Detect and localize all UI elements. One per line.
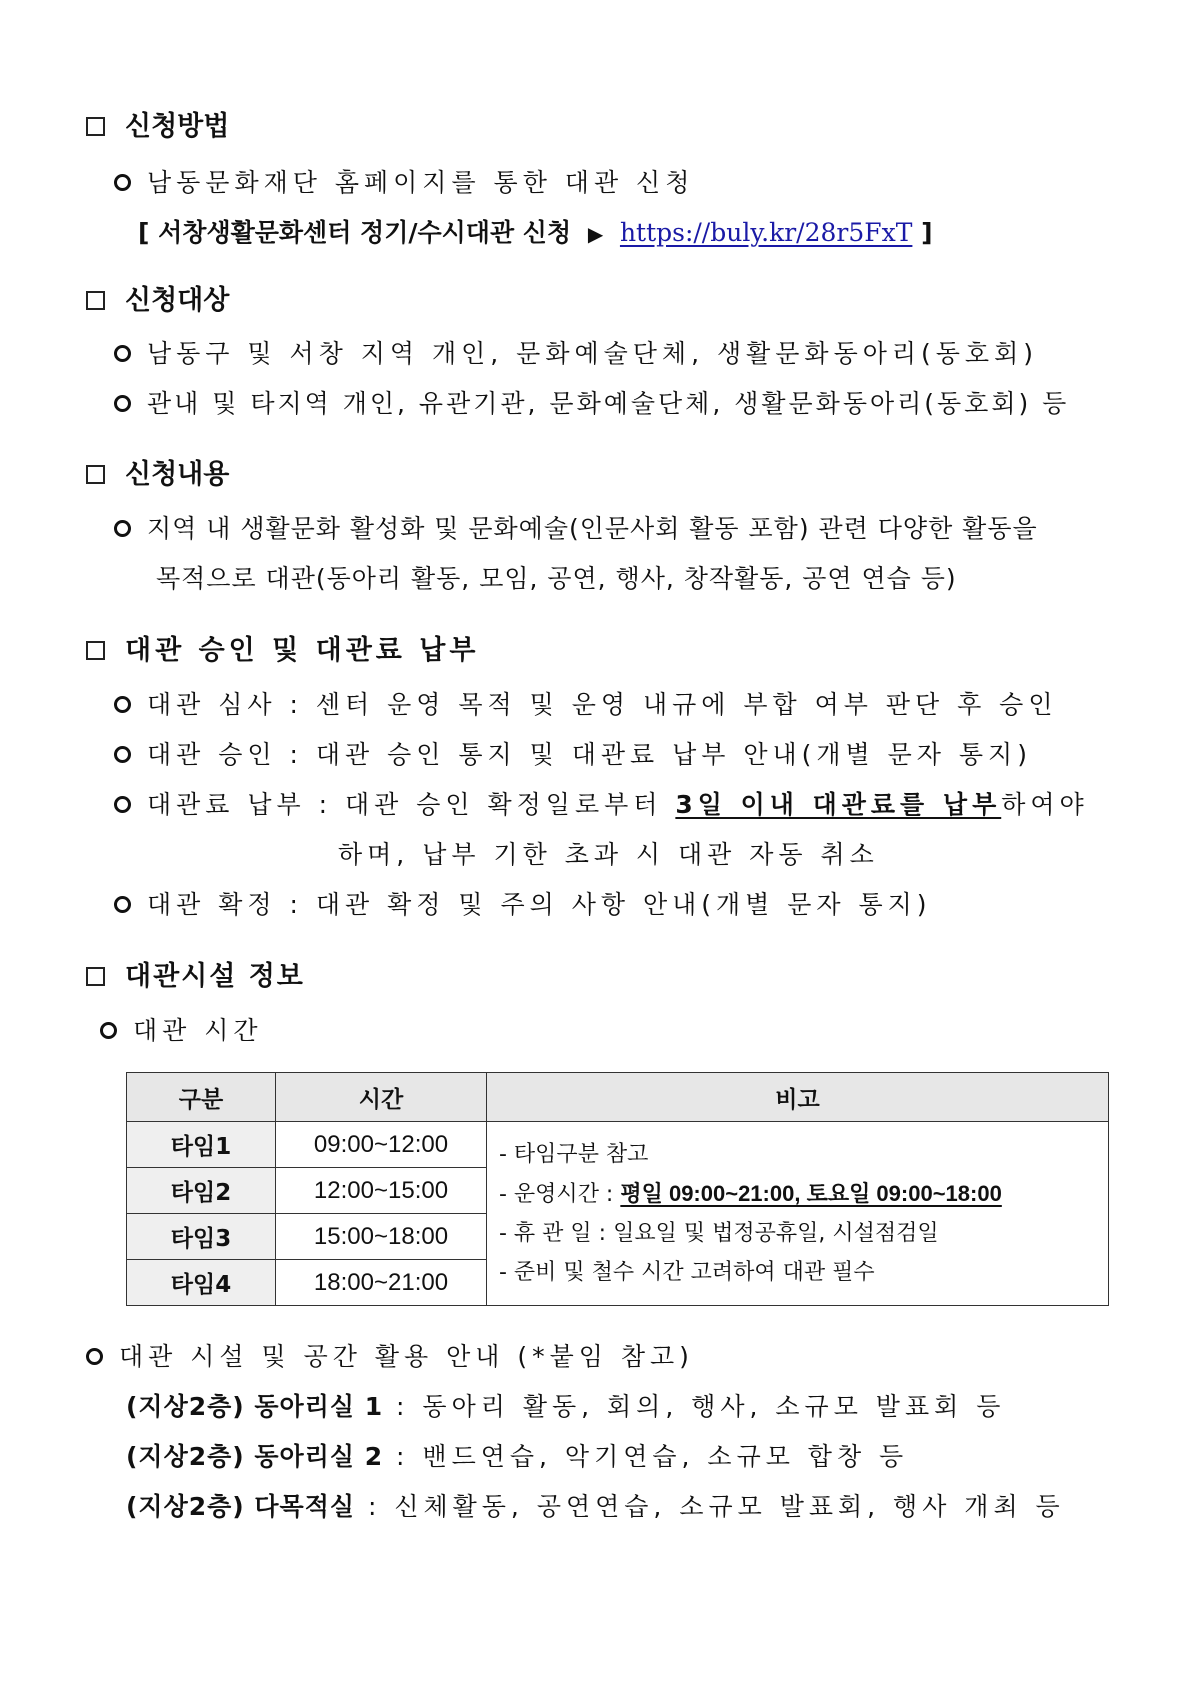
bullet-text: 관내 및 타지역 개인, 유관기관, 문화예술단체, 생활문화동아리(동호회) 등 xyxy=(147,389,1070,418)
heading-text: 대관시설 정보 xyxy=(125,961,305,992)
square-bullet-icon xyxy=(86,641,105,660)
note-line: - 타임구분 참고 xyxy=(499,1142,649,1167)
approval-approve xyxy=(114,738,1032,772)
table-row xyxy=(127,1122,1109,1168)
payment-deadline-emphasis: 3일 이내 대관료를 납부 xyxy=(675,790,1002,819)
square-bullet-icon xyxy=(86,967,105,986)
approval-payment xyxy=(114,788,1089,822)
link-label: 서창생활문화센터 정기/수시대관 신청 xyxy=(158,218,572,247)
bullet-text: 지역 내 생활문화 활성화 및 문화예술(인문사회 활동 포함) 관련 다양한 활동을 xyxy=(147,514,1038,543)
bracket-close: ] xyxy=(921,218,933,247)
circle-bullet-icon xyxy=(86,1348,103,1365)
time-slot-range: 18:00~21:00 xyxy=(276,1260,487,1306)
time-slot-range: 12:00~15:00 xyxy=(276,1168,487,1214)
circle-bullet-icon xyxy=(114,520,131,537)
table-header-row xyxy=(127,1073,1109,1122)
note-line: - 휴 관 일 : 일요일 및 법정공휴일, 시설점검일 xyxy=(499,1221,939,1246)
square-bullet-icon xyxy=(86,291,105,310)
time-slot-name: 타임2 xyxy=(127,1168,276,1214)
room-description: : 신체활동, 공연연습, 소규모 발표회, 행사 개최 등 xyxy=(355,1492,1065,1521)
table-header: 비고 xyxy=(487,1073,1109,1122)
method-bullet-1 xyxy=(114,166,694,200)
section-heading-approval xyxy=(86,634,479,668)
room-item xyxy=(126,1390,1005,1424)
approval-review xyxy=(114,688,1057,722)
bullet-text: 남동문화재단 홈페이지를 통한 대관 신청 xyxy=(147,168,695,197)
circle-bullet-icon xyxy=(114,345,131,362)
table-header: 시간 xyxy=(276,1073,487,1122)
room-description: : 밴드연습, 악기연습, 소규모 합창 등 xyxy=(383,1442,909,1471)
note-text: - 운영시간 : xyxy=(499,1182,621,1207)
approval-confirm xyxy=(114,888,932,922)
room-name: (지상2층) 다목적실 xyxy=(126,1492,356,1521)
application-link-row xyxy=(138,216,933,251)
room-item xyxy=(126,1490,1065,1524)
facility-guide-label xyxy=(86,1340,694,1374)
circle-bullet-icon xyxy=(114,174,131,191)
square-bullet-icon xyxy=(86,465,105,484)
bullet-text-suffix: 하여야 xyxy=(1001,790,1089,819)
bullet-text: 대관 시간 xyxy=(133,1016,263,1045)
time-slot-range: 09:00~12:00 xyxy=(276,1122,487,1168)
bullet-text: 대관 심사 : 센터 운영 목적 및 운영 내규에 부합 여부 판단 후 승인 xyxy=(147,690,1058,719)
room-name: (지상2층) 동아리실 2 xyxy=(126,1442,384,1471)
target-bullet-2 xyxy=(114,387,1069,421)
heading-text: 신청방법 xyxy=(125,111,230,142)
bullet-text: 남동구 및 서창 지역 개인, 문화예술단체, 생활문화동아리(동호회) xyxy=(147,339,1038,368)
time-slot-name: 타임4 xyxy=(127,1260,276,1306)
circle-bullet-icon xyxy=(100,1022,117,1039)
heading-text: 대관 승인 및 대관료 납부 xyxy=(125,635,480,666)
bullet-text: 대관 확정 : 대관 확정 및 주의 사항 안내(개별 문자 통지) xyxy=(147,890,932,919)
bullet-text: 대관료 납부 : 대관 승인 확정일로부터 xyxy=(147,790,676,819)
note-line: - 준비 및 철수 시간 고려하여 대관 필수 xyxy=(499,1260,875,1285)
heading-text: 신청대상 xyxy=(125,285,230,316)
operating-hours: 평일 09:00~21:00, 토요일 09:00~18:00 xyxy=(620,1181,1002,1206)
heading-text: 신청내용 xyxy=(125,459,230,490)
circle-bullet-icon xyxy=(114,796,131,813)
circle-bullet-icon xyxy=(114,896,131,913)
rental-time-table xyxy=(126,1072,1109,1306)
room-description: : 동아리 활동, 회의, 행사, 소규모 발표회 등 xyxy=(383,1392,1006,1421)
room-name: (지상2층) 동아리실 1 xyxy=(126,1392,384,1421)
note-line xyxy=(499,1174,1096,1214)
bullet-text: 대관 승인 : 대관 승인 통지 및 대관료 납부 안내(개별 문자 통지) xyxy=(147,740,1032,769)
section-heading-method xyxy=(86,110,229,144)
room-item xyxy=(126,1440,908,1474)
approval-payment-cont: 하며, 납부 기한 초과 시 대관 자동 취소 xyxy=(338,840,879,869)
content-bullet-1-cont: 목적으로 대관(동아리 활동, 모임, 공연, 행사, 창작활동, 공연 연습 등) xyxy=(156,564,957,593)
target-bullet-1 xyxy=(114,337,1038,371)
square-bullet-icon xyxy=(86,117,105,136)
table-header: 구분 xyxy=(127,1073,276,1122)
time-slot-name: 타임3 xyxy=(127,1214,276,1260)
notes-cell xyxy=(487,1122,1109,1306)
content-bullet-1 xyxy=(114,512,1038,546)
time-slot-name: 타임1 xyxy=(127,1122,276,1168)
facility-time-label xyxy=(100,1014,263,1048)
section-heading-content xyxy=(86,458,229,492)
play-arrow-icon: ▶ xyxy=(587,222,604,246)
bracket-open: [ xyxy=(138,218,150,247)
circle-bullet-icon xyxy=(114,696,131,713)
section-heading-target xyxy=(86,284,229,318)
application-link[interactable]: https://buly.kr/28r5FxT xyxy=(619,218,913,247)
circle-bullet-icon xyxy=(114,746,131,763)
section-heading-facility xyxy=(86,960,305,994)
bullet-text: 대관 시설 및 공간 활용 안내 (*붙임 참고) xyxy=(119,1342,694,1371)
time-slot-range: 15:00~18:00 xyxy=(276,1214,487,1260)
circle-bullet-icon xyxy=(114,395,131,412)
